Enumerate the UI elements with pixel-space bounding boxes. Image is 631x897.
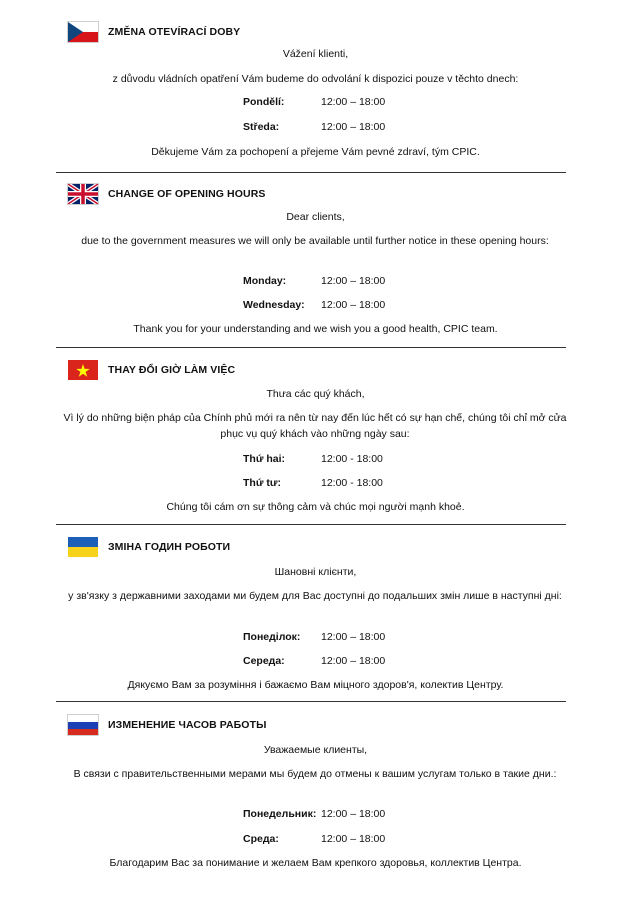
closing-text: Chúng tôi cám ơn sự thông cảm và chúc mọi người mạnh khoẻ. — [166, 501, 465, 513]
section-title: THAY ĐỔI GIỜ LÀM VIỆC — [108, 364, 236, 376]
hours-row — [243, 96, 385, 108]
hours-row — [243, 299, 385, 311]
section-header — [68, 537, 230, 557]
day-label: Monday: — [243, 275, 287, 287]
time-range: 12:00 – 18:00 — [321, 655, 386, 667]
closing-text: Благодарим Вас за понимание и желаем Вам крепкого здоровья, коллектив Центра. — [109, 857, 522, 869]
section-header — [68, 22, 240, 42]
divider — [56, 347, 566, 348]
time-range: 12:00 – 18:00 — [321, 808, 386, 820]
day-label: Середа: — [243, 655, 285, 667]
time-range: 12:00 – 18:00 — [321, 833, 386, 845]
time-range: 12:00 - 18:00 — [321, 477, 383, 489]
closing-text: Děkujeme Vám za pochopení a přejeme Vám pevné zdraví, tým CPIC. — [151, 146, 480, 158]
section-header — [68, 184, 265, 204]
closing-text: Дякуємо Вам за розуміння і бажаємо Вам міцного здоров'я, колектив Центру. — [127, 679, 504, 691]
day-label: Pondělí: — [243, 96, 285, 108]
section-title: CHANGE OF OPENING HOURS — [108, 188, 266, 200]
russia-flag-icon — [68, 715, 98, 735]
intro-text: z důvodu vládních opatření Vám budeme do odvolání k dispozici pouze v těchto dnech: — [112, 73, 519, 85]
section-title: ZMĚNA OTEVÍRACÍ DOBY — [108, 26, 241, 38]
ukraine-flag-icon — [68, 537, 98, 557]
intro-text: Vì lý do những biện pháp của Chính phủ mới ra nên từ nay đến lúc hết có sự hạn chế, chúng tôi chỉ mở cửa phục vụ quý khách vào những ngày sau: — [63, 412, 567, 440]
hours-row — [243, 655, 385, 667]
hours-row — [243, 453, 383, 465]
time-range: 12:00 – 18:00 — [321, 96, 386, 108]
uk-flag-icon — [68, 184, 98, 204]
greeting: Thưa các quý khách, — [266, 388, 365, 400]
hours-row — [243, 833, 385, 845]
day-label: Středa: — [243, 121, 280, 133]
intro-text: В связи с правительственными мерами мы будем до отмены к вашим услугам только в такие дни.: — [73, 768, 557, 780]
hours-row — [243, 275, 385, 287]
hours-row — [243, 121, 385, 133]
hours-row — [243, 477, 383, 489]
czech-flag-icon — [68, 22, 98, 42]
section-title: ЗМІНА ГОДИН РОБОТИ — [108, 541, 231, 553]
day-label: Понеділок: — [243, 631, 301, 643]
time-range: 12:00 – 18:00 — [321, 631, 386, 643]
divider — [56, 172, 566, 173]
day-label: Понедельник: — [243, 808, 317, 820]
day-label: Среда: — [243, 833, 279, 845]
section-header — [68, 715, 266, 735]
divider — [56, 701, 566, 702]
closing-text: Thank you for your understanding and we wish you a good health, CPIC team. — [133, 323, 498, 335]
greeting: Vážení klienti, — [282, 48, 349, 60]
greeting: Шановні клієнти, — [274, 566, 357, 578]
section-title: ИЗМЕНЕНИЕ ЧАСОВ РАБОТЫ — [108, 719, 267, 731]
vietnam-flag-icon — [68, 360, 98, 380]
greeting: Dear clients, — [286, 211, 345, 223]
day-label: Wednesday: — [243, 299, 305, 311]
divider — [56, 524, 566, 525]
greeting: Уважаемые клиенты, — [263, 744, 368, 756]
day-label: Thứ tư: — [243, 477, 281, 489]
time-range: 12:00 – 18:00 — [321, 121, 386, 133]
intro-text: due to the government measures we will only be available until further notice in these opening hours: — [81, 235, 549, 247]
intro-text: у зв'язку з державними заходами ми будем для Вас доступні до подальших змін лише в наступні дні: — [68, 590, 562, 602]
section-header — [68, 360, 235, 380]
hours-row — [243, 631, 385, 643]
time-range: 12:00 – 18:00 — [321, 275, 386, 287]
time-range: 12:00 – 18:00 — [321, 299, 386, 311]
time-range: 12:00 - 18:00 — [321, 453, 383, 465]
day-label: Thứ hai: — [243, 453, 286, 465]
hours-row — [243, 808, 385, 820]
